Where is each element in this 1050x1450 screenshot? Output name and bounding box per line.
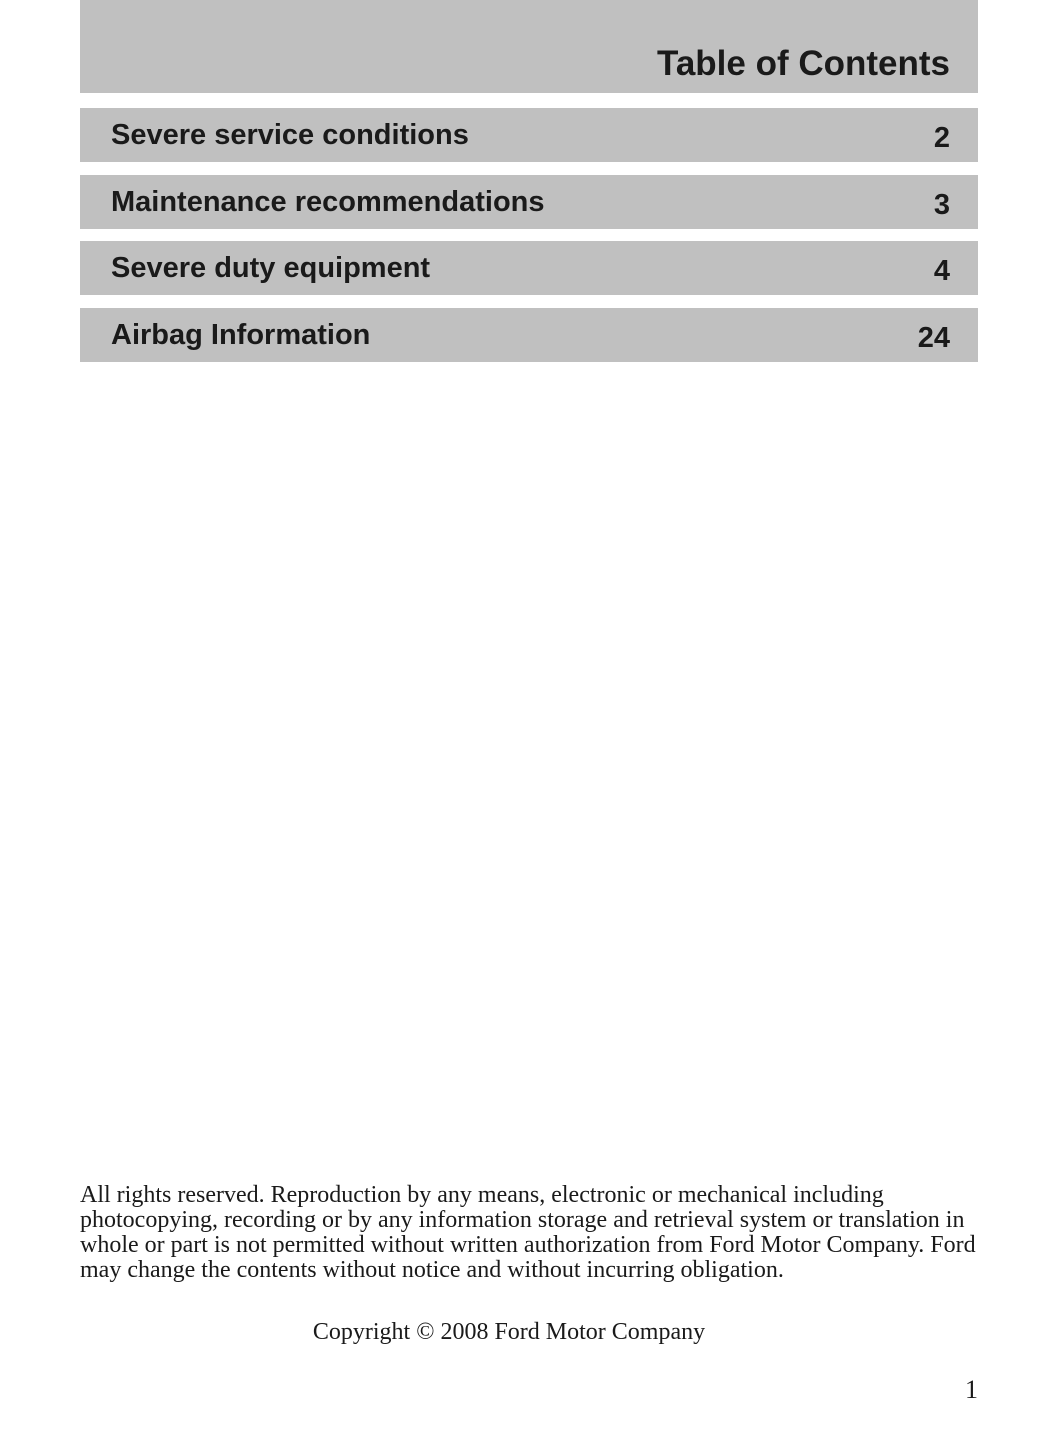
toc-header [80,0,978,93]
legal-notice: All rights reserved. Reproduction by any means, electronic or mechanical including photocopying, recording or by any information storage and retrieval system or translation in whole or part is not permitted without written authorization from Ford Motor Company. Ford may change the contents without notice and without incurring obligation. [80,1182,976,1283]
toc-entry[interactable] [80,241,978,295]
toc-entry-label: Severe duty equipment [111,252,431,284]
toc-entry[interactable] [80,308,978,362]
page-number: 1 [965,1375,978,1404]
toc-entry[interactable] [80,175,978,229]
toc-entry-page: 3 [933,189,950,221]
toc-entry-label: Severe service conditions [111,119,469,151]
toc-entry-page: 24 [917,322,950,354]
toc-entry-page: 4 [933,255,950,287]
page-title: Table of Contents [657,44,950,83]
toc-entry-label: Airbag Information [111,319,371,351]
toc-entry[interactable] [80,108,978,162]
copyright: Copyright © 2008 Ford Motor Company [312,1319,706,1345]
toc-entry-label: Maintenance recommendations [111,186,545,218]
toc-entry-page: 2 [933,122,950,154]
